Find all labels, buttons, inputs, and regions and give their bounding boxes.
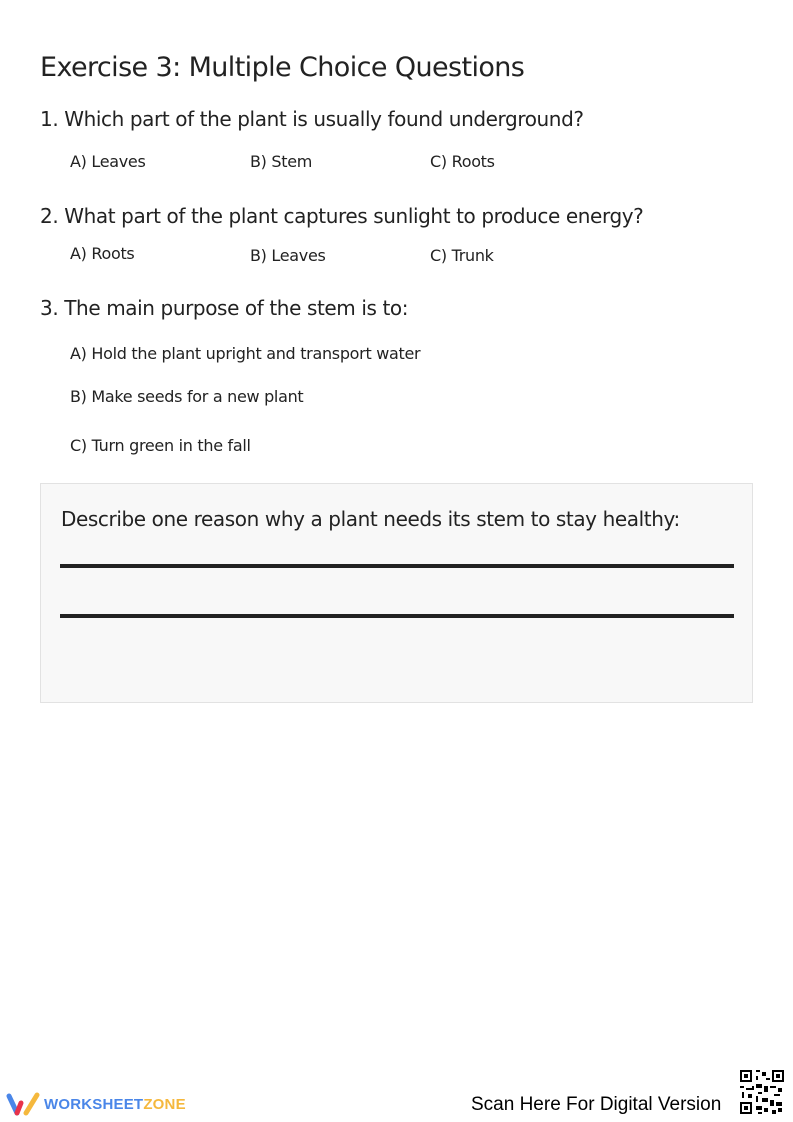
question-1-option-c: C) Roots [430, 152, 495, 171]
question-1: 1. Which part of the plant is usually found underground? [40, 107, 584, 131]
question-2: 2. What part of the plant captures sunlight to produce energy? [40, 204, 644, 228]
qr-code-icon[interactable] [738, 1068, 786, 1116]
question-3: 3. The main purpose of the stem is to: [40, 296, 409, 320]
question-3-option-a: A) Hold the plant upright and transport water [70, 344, 421, 363]
answer-line-1[interactable] [60, 564, 734, 568]
worksheet-zone-logo-icon [6, 1091, 40, 1117]
question-1-option-a: A) Leaves [70, 152, 146, 171]
question-3-option-b: B) Make seeds for a new plant [70, 387, 304, 406]
brand-zone: ZONE [143, 1095, 186, 1113]
answer-line-2[interactable] [60, 614, 734, 618]
question-2-option-a: A) Roots [70, 244, 135, 263]
writing-prompt: Describe one reason why a plant needs its stem to stay healthy: [61, 507, 680, 531]
question-3-option-c: C) Turn green in the fall [70, 436, 251, 455]
scan-text: Scan Here For Digital Version [471, 1094, 722, 1115]
question-1-option-b: B) Stem [250, 152, 313, 171]
question-2-option-c: C) Trunk [430, 246, 494, 265]
page-title: Exercise 3: Multiple Choice Questions [40, 52, 525, 83]
writing-box [40, 483, 753, 703]
worksheet-zone-logo [6, 1091, 186, 1117]
question-2-option-b: B) Leaves [250, 246, 326, 265]
brand-worksheet: WORKSHEET [44, 1095, 144, 1113]
